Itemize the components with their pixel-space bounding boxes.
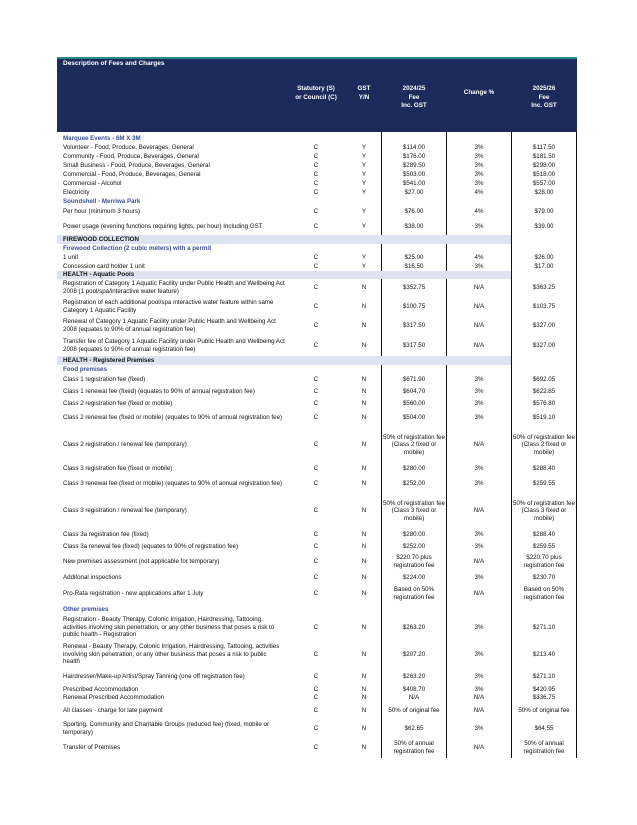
cell-c: 3%: [474, 161, 484, 169]
cell-g: N: [361, 558, 367, 566]
cell-f1: $220.70 plus registration fee: [393, 554, 435, 569]
cell-c: 3%: [474, 725, 484, 733]
cell-s: C: [313, 188, 319, 196]
cell-g: N: [361, 322, 367, 330]
table-row: [57, 475, 577, 493]
table-row: [57, 262, 577, 271]
cell-g: Y: [361, 143, 367, 151]
cell-f1: $317.50: [402, 322, 426, 330]
cell-f1: $280.00: [402, 531, 426, 539]
subsection-heading: [57, 134, 577, 143]
cell-c: N/A: [473, 441, 485, 449]
table-row: [57, 552, 577, 572]
cell-d: Pro-Rata registration - new applications after 1 July: [63, 590, 204, 598]
header-fee-2025: 2025/26 Fee Inc. GST: [531, 85, 557, 109]
cell-c: 3%: [474, 152, 484, 160]
cell-g: Y: [361, 179, 367, 187]
cell-d: Class 3a renewal fee (fixed) (equates to 90% of registration fee): [63, 542, 239, 550]
cell-g: N: [361, 707, 367, 715]
cell-c: 3%: [474, 222, 484, 230]
table-row: [57, 253, 577, 262]
cell-d: 1 unit: [63, 253, 79, 261]
table-row: [57, 152, 577, 161]
cell-c: 3%: [474, 388, 484, 396]
cell-g: N: [361, 650, 367, 658]
cell-s: C: [313, 707, 319, 715]
cell-c: N/A: [473, 302, 485, 310]
cell-f1: $27.00: [404, 188, 424, 196]
cell-s: C: [313, 376, 319, 384]
cell-s: C: [313, 161, 319, 169]
cell-g: N: [361, 284, 367, 292]
cell-f1: 50% of annual registration fee: [393, 740, 435, 755]
table-row: [57, 179, 577, 188]
cell-g: N: [361, 376, 367, 384]
cell-f1: $317.50: [402, 342, 426, 350]
cell-f1: $252.00: [402, 480, 426, 488]
cell-f1: N/A: [408, 694, 420, 702]
cell-s: C: [313, 623, 319, 631]
subsection-heading: [57, 244, 577, 253]
cell-c: 3%: [474, 573, 484, 581]
table-row: [57, 279, 577, 297]
cell-g: Y: [361, 161, 367, 169]
table-row: [57, 161, 577, 170]
cell-d: Power usage (evening functions requiring lights, per hour) Including GST: [63, 222, 263, 230]
cell-g: N: [361, 573, 367, 581]
cell-f2: $519.10: [532, 414, 556, 422]
cell-d: Concession card holder 1 unit: [63, 262, 145, 270]
table-header: [57, 59, 577, 132]
table-row: [57, 614, 577, 641]
table-row: [57, 529, 577, 541]
cell-s: C: [313, 573, 319, 581]
cell-d: Class 1 registration fee (fixed): [63, 376, 146, 384]
cell-f2: $28.00: [534, 188, 554, 196]
cell-f1: Based on 50% registration fee: [393, 586, 435, 601]
table-row: [57, 386, 577, 398]
cell-f2: $271.10: [532, 623, 556, 631]
cell-s: C: [313, 465, 319, 473]
cell-s: C: [313, 262, 319, 270]
cell-f2: Based on 50% registration fee: [523, 586, 565, 601]
cell-f1: $207.20: [402, 650, 426, 658]
header-fee-2024: 2024/25 Fee Inc. GST: [401, 85, 427, 109]
cell-d: All classes - charge for late payment: [63, 707, 163, 715]
cell-c: N/A: [473, 342, 485, 350]
table-row: [57, 206, 577, 218]
cell-f1: $62.65: [404, 725, 424, 733]
cell-g: N: [361, 725, 367, 733]
table-row: [57, 583, 577, 605]
cell-g: N: [361, 694, 367, 702]
cell-c: 3%: [474, 623, 484, 631]
cell-s: C: [313, 414, 319, 422]
cell-f2: $288.40: [532, 531, 556, 539]
cell-f2: $622.85: [532, 388, 556, 396]
cell-d: Soundshell - Merriwa Park: [63, 197, 141, 205]
cell-c: 3%: [474, 262, 484, 270]
cell-s: C: [313, 302, 319, 310]
section-heading: [57, 235, 511, 244]
cell-f1: $263.20: [402, 623, 426, 631]
cell-f1: 50% of registration fee (Class 2 fixed or mobile): [383, 433, 445, 456]
cell-d: Other premises: [63, 605, 109, 613]
cell-f2: $576.80: [532, 399, 556, 407]
cell-d: Firewood Collection (2 cubic meters) with a permit: [63, 244, 212, 252]
table-row: [57, 541, 577, 552]
cell-f2: $336.75: [532, 694, 556, 702]
cell-g: N: [361, 542, 367, 550]
subsection-heading: [57, 365, 577, 374]
cell-g: N: [361, 744, 367, 752]
cell-s: C: [313, 399, 319, 407]
cell-s: C: [313, 222, 319, 230]
cell-d: Registration - Beauty Therapy, Colonic Irrigation, Hairdressing, Tattooing, activities involving skin penetration, or any other business that poses a risk to public health - Registration: [63, 616, 275, 639]
cell-f1: $560.00: [402, 399, 426, 407]
cell-c: 3%: [474, 170, 484, 178]
cell-g: N: [361, 673, 367, 681]
cell-c: 3%: [474, 650, 484, 658]
cell-d: Transfer of Premises: [63, 744, 121, 752]
table-row: [57, 297, 577, 316]
cell-c: N/A: [473, 744, 485, 752]
cell-s: C: [313, 531, 319, 539]
subsection-heading: [57, 605, 577, 614]
cell-g: Y: [361, 222, 367, 230]
cell-f2: $181.50: [532, 152, 556, 160]
cell-s: C: [313, 152, 319, 160]
cell-f1: $252.00: [402, 542, 426, 550]
cell-d: Sporting, Community and Charitable Groups (reduced fee) (fixed, mobile or temporary): [63, 721, 270, 736]
cell-c: 4%: [474, 188, 484, 196]
cell-c: 3%: [474, 179, 484, 187]
cell-c: N/A: [473, 694, 485, 702]
cell-s: C: [313, 143, 319, 151]
cell-f2: $288.40: [532, 465, 556, 473]
cell-f1: $503.00: [402, 170, 426, 178]
cell-c: 3%: [474, 542, 484, 550]
table-row: [57, 572, 577, 583]
cell-g: N: [361, 686, 367, 694]
cell-d: Prescribed Accommodation: [63, 686, 139, 694]
cell-d: Renewal of Category 1 Aquatic Facility under Public Health and Wellbeing Act 2008 (equates to 90% of annual registration fee): [63, 318, 276, 333]
cell-d: Transfer fee of Category 1 Aquatic Facility under Public Health and Wellbeing Act 2008 (equates to 90% of annual registration fee): [63, 338, 285, 353]
table-row: [57, 170, 577, 179]
cell-f2: $259.55: [532, 542, 556, 550]
cell-d: Registration of each additional pool/spa interactive water feature within same Category 1 Aquatic Facility: [63, 298, 274, 314]
cell-d: Renewal Prescribed Accommodation: [63, 694, 165, 702]
cell-f2: $79.00: [534, 208, 554, 216]
cell-s: C: [313, 253, 319, 261]
cell-g: N: [361, 480, 367, 488]
cell-f1: $289.50: [402, 161, 426, 169]
cell-f2: $271.10: [532, 673, 556, 681]
cell-d: Class 3 registration / renewal fee (temporary): [63, 507, 187, 515]
table-row: [57, 427, 577, 463]
cell-d: Renewal - Beauty Therapy, Colonic Irrigation, Hairdressing, Tattooing, activities involving skin penetration, or any other business that poses a risk to public health: [63, 643, 280, 666]
cell-f1: $541.00: [402, 179, 426, 187]
cell-g: Y: [361, 188, 367, 196]
cell-c: N/A: [473, 590, 485, 598]
header-description: Description of Fees and Charges: [63, 60, 165, 67]
cell-f1: $114.00: [403, 143, 425, 151]
cell-f2: $420.95: [532, 686, 556, 694]
cell-f2: 50% of registration fee (Class 3 fixed or mobile): [513, 499, 575, 522]
cell-f2: $327.00: [532, 322, 556, 330]
cell-d: Additonal inspections: [63, 573, 122, 581]
table-row: [57, 316, 577, 336]
cell-c: 3%: [474, 686, 484, 694]
cell-g: N: [361, 531, 367, 539]
cell-c: 3%: [474, 399, 484, 407]
table-row: [57, 374, 577, 386]
cell-f2: $327.00: [532, 342, 556, 350]
cell-d: Marquee Events - 6M X 3M: [63, 134, 141, 142]
cell-f2: $230.70: [532, 573, 556, 581]
cell-f1: 50% of original fee: [388, 707, 440, 715]
cell-s: C: [313, 507, 319, 515]
cell-f2: $557.00: [532, 179, 556, 187]
cell-c: N/A: [473, 558, 485, 566]
cell-d: Class 3 renewal fee (fixed or mobile) (equates to 90% of annual registration fee): [63, 480, 283, 488]
table-row: [57, 143, 577, 152]
table-row: [57, 188, 577, 197]
table-row: [57, 463, 577, 475]
cell-g: Y: [361, 208, 367, 216]
cell-f2: $363.25: [532, 284, 556, 292]
cell-s: C: [313, 650, 319, 658]
cell-s: C: [313, 744, 319, 752]
table-row: [57, 336, 577, 356]
table-row: [57, 409, 577, 427]
cell-c: 3%: [474, 376, 484, 384]
cell-g: N: [361, 388, 367, 396]
cell-d: Electricity: [63, 188, 90, 196]
cell-f1: $16.50: [404, 262, 424, 270]
cell-c: 3%: [474, 465, 484, 473]
section-heading: [57, 271, 511, 279]
cell-g: N: [361, 441, 367, 449]
cell-s: C: [313, 673, 319, 681]
cell-d: Small Business - Food, Produce, Beverages, General: [63, 161, 210, 169]
cell-f2: $39.00: [534, 222, 554, 230]
table-row: [57, 668, 577, 686]
cell-s: C: [313, 694, 319, 702]
cell-d: Commercial - Alcohol: [63, 179, 122, 187]
cell-f2: $26.00: [534, 253, 554, 261]
cell-f1: $224.00: [402, 573, 426, 581]
cell-c: N/A: [473, 707, 485, 715]
cell-f1: $408.70: [402, 686, 426, 694]
cell-g: N: [361, 414, 367, 422]
cell-d: New premises assessment (not applicable for temporary): [63, 558, 220, 566]
table-row: [57, 398, 577, 409]
cell-g: N: [361, 465, 367, 473]
cell-f2: $17.00: [534, 262, 554, 270]
cell-d: Class 2 renewal fee (fixed or mobile) (equates to 90% of annual registration fee): [63, 414, 283, 422]
cell-f1: $671.90: [402, 376, 426, 384]
cell-s: C: [313, 725, 319, 733]
cell-s: C: [313, 322, 319, 330]
cell-f1: $38.00: [404, 222, 424, 230]
table-row: [57, 218, 577, 235]
subsection-heading: [57, 197, 577, 206]
cell-f1: $25.00: [404, 253, 424, 261]
cell-f1: $504.00: [402, 414, 426, 422]
cell-d: Class 2 registration / renewal fee (temporary): [63, 441, 187, 449]
cell-g: N: [361, 342, 367, 350]
cell-f2: $103.75: [532, 302, 556, 310]
cell-f2: 50% of annual registration fee: [523, 740, 565, 755]
cell-f1: $100.75: [402, 302, 426, 310]
cell-g: N: [361, 507, 367, 515]
cell-f2: $64.55: [534, 725, 554, 733]
cell-s: C: [313, 558, 319, 566]
header-statutory: Statutory (S) or Council (C): [295, 85, 337, 101]
cell-c: N/A: [473, 322, 485, 330]
cell-f1: $352.75: [402, 284, 426, 292]
cell-f2: $117.50: [533, 143, 555, 151]
cell-s: C: [313, 441, 319, 449]
cell-g: Y: [361, 170, 367, 178]
cell-g: Y: [361, 262, 367, 270]
cell-c: 3%: [474, 673, 484, 681]
cell-c: 4%: [474, 253, 484, 261]
table-row: [57, 702, 577, 720]
table-row: [57, 686, 577, 694]
cell-f2: $692.05: [532, 376, 556, 384]
cell-s: C: [313, 179, 319, 187]
cell-f2: $259.55: [532, 480, 556, 488]
cell-s: C: [313, 686, 319, 694]
cell-d: Class 1 renewal fee (fixed) (equates to 90% of annual registration fee): [63, 388, 255, 396]
cell-d: Food premises: [63, 365, 108, 373]
cell-f1: $176.00: [402, 152, 426, 160]
table-row: [57, 738, 577, 758]
cell-f1: $263.20: [402, 673, 426, 681]
cell-d: Class 3 registration fee (fixed or mobile): [63, 465, 173, 473]
cell-d: Community - Food, Produce, Beverages, General: [63, 152, 199, 160]
cell-f2: $518.00: [532, 170, 556, 178]
cell-g: N: [361, 302, 367, 310]
cell-d: FIREWOOD COLLECTION: [63, 235, 139, 243]
cell-f2: 50% of registration fee (Class 2 fixed or mobile): [513, 433, 575, 456]
cell-g: N: [361, 623, 367, 631]
cell-c: N/A: [473, 284, 485, 292]
header-change: Change %: [463, 89, 495, 96]
table-row: [57, 720, 577, 738]
cell-f2: $220.70 plus registration fee: [523, 554, 565, 569]
cell-s: C: [313, 284, 319, 292]
cell-d: Hairdresser/Make-up Artist/Spray Tanning (one off registration fee): [63, 673, 245, 681]
cell-s: C: [313, 542, 319, 550]
cell-c: 4%: [474, 208, 484, 216]
cell-d: Volunteer - Food, Produce, Beverages, General: [63, 143, 194, 151]
table-row: [57, 493, 577, 529]
cell-f2: $298.00: [532, 161, 556, 169]
cell-f1: 50% of registration fee (Class 3 fixed or mobile): [383, 499, 445, 522]
cell-d: Registration of Category 1 Aquatic Facility under Public Health and Wellbeing Act 2008 (1 pool/spa/interactive water feature): [63, 280, 285, 295]
cell-d: HEALTH - Registered Premises: [63, 356, 155, 364]
cell-s: C: [313, 170, 319, 178]
cell-d: Class 3a registration fee (fixed): [63, 531, 149, 539]
cell-s: C: [313, 208, 319, 216]
cell-s: C: [313, 480, 319, 488]
fees-table: [57, 57, 577, 758]
cell-c: 3%: [474, 531, 484, 539]
header-gst: GST Y/N: [357, 85, 371, 101]
cell-f2: $213.40: [532, 650, 556, 658]
cell-c: 3%: [474, 143, 484, 151]
cell-s: C: [313, 388, 319, 396]
cell-g: Y: [361, 152, 367, 160]
cell-s: C: [313, 342, 319, 350]
cell-s: C: [313, 590, 319, 598]
section-heading: [57, 356, 511, 365]
cell-f1: $604.70: [402, 388, 426, 396]
cell-d: Per hour (minimum 3 hours): [63, 208, 141, 216]
cell-f1: $280.00: [402, 465, 426, 473]
cell-f1: $76.00: [404, 208, 424, 216]
table-body: [57, 132, 577, 758]
cell-g: Y: [361, 253, 367, 261]
cell-g: N: [361, 399, 367, 407]
cell-g: N: [361, 590, 367, 598]
cell-c: N/A: [473, 507, 485, 515]
cell-f2: 50% of original fee: [518, 707, 570, 715]
cell-d: HEALTH - Aquatic Pools: [63, 271, 135, 279]
table-row: [57, 694, 577, 702]
cell-c: 3%: [474, 414, 484, 422]
cell-c: 3%: [474, 480, 484, 488]
cell-d: Commercial - Food, Produce, Beverages, General: [63, 170, 201, 178]
cell-d: Class 2 registration fee (fixed or mobile): [63, 399, 173, 407]
table-row: [57, 641, 577, 668]
